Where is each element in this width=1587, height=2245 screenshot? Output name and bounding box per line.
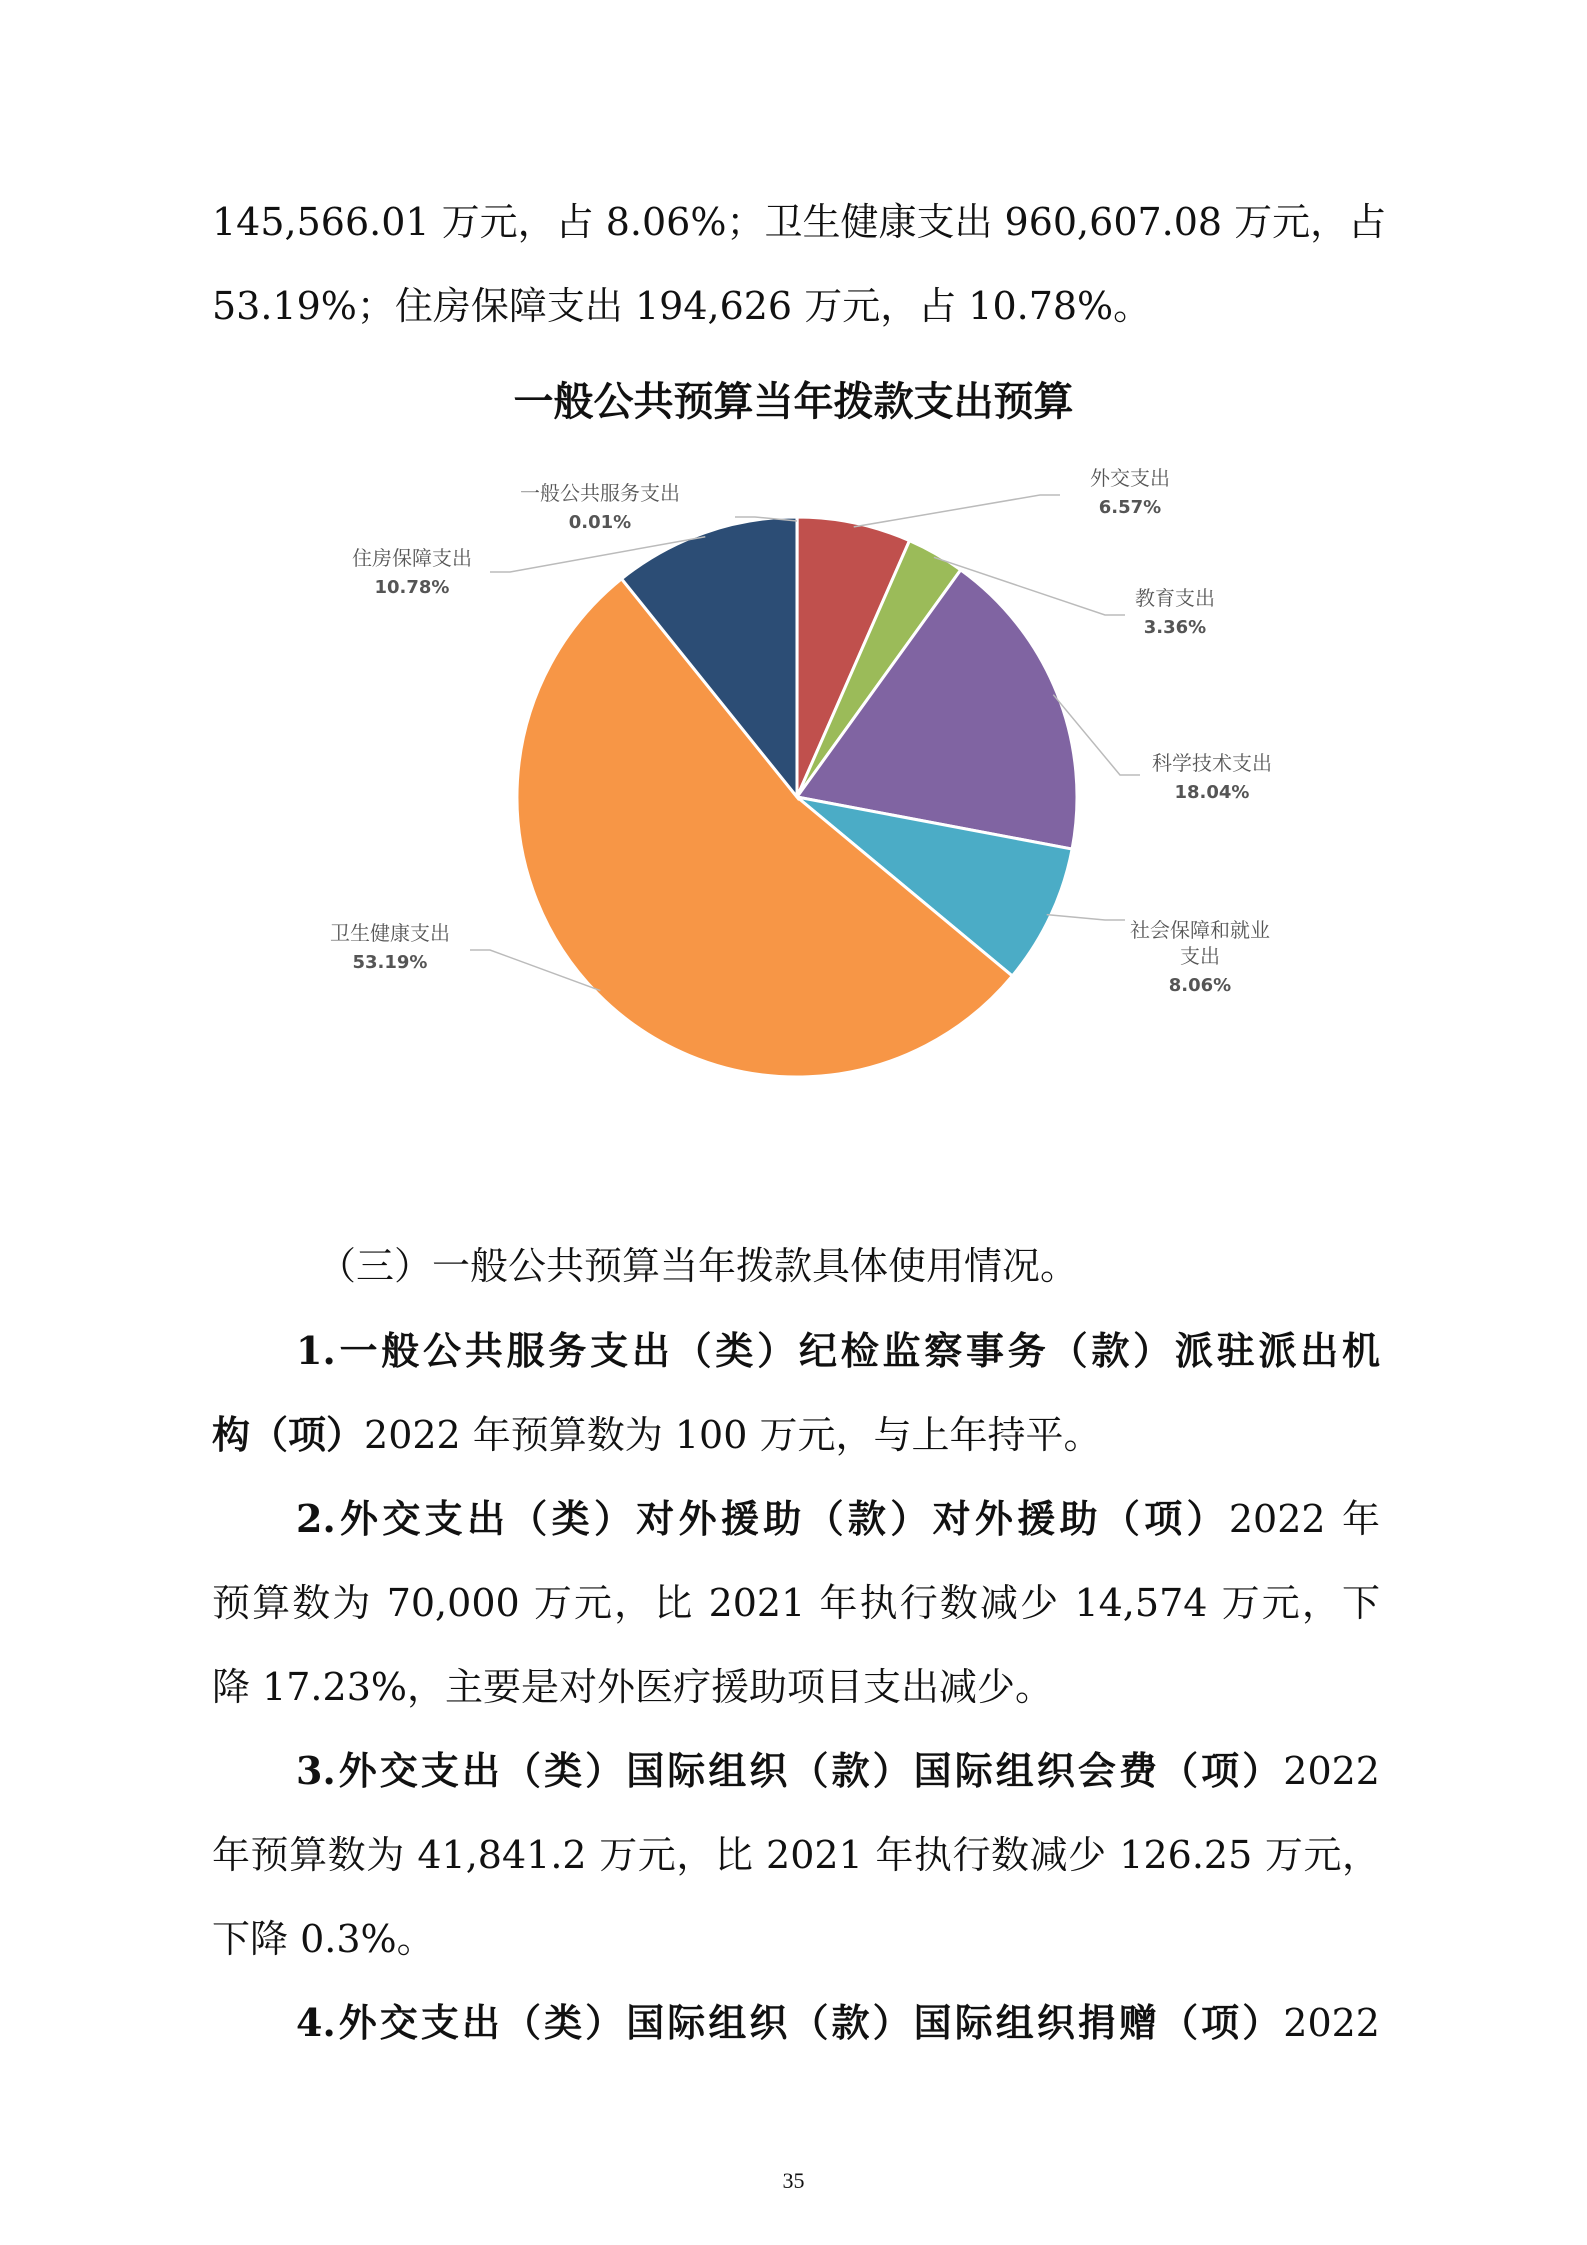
slice-label: 支出 (1180, 944, 1220, 968)
paragraph-line (296, 1997, 1380, 2049)
item1-heading: 1.一般公共服务支出（类）纪检监察事务（款）派驻派出机 (296, 1328, 1380, 1373)
paragraph-line: 145,566.01 万元，占 8.06%；卫生健康支出 960,607.08 万元，占 (212, 200, 1387, 244)
slice-percent-label: 10.78% (374, 577, 450, 598)
slice-label: 外交支出 (1090, 466, 1170, 490)
chart-title: 一般公共预算当年拨款支出预算 (513, 379, 1074, 425)
slice-label: 住房保障支出 (352, 546, 472, 570)
section-heading: （三）一般公共预算当年拨款具体使用情况。 (318, 1244, 1079, 1288)
item1-heading-end: 构（项） (212, 1412, 365, 1457)
item2-heading: 2.外交支出（类）对外援助（款）对外援助（项） (296, 1496, 1229, 1541)
slice-label: 卫生健康支出 (330, 921, 450, 945)
item4-text: 2022 (1283, 2001, 1380, 2045)
leader-line (1047, 915, 1125, 920)
paragraph-line: 预算数为 70,000 万元，比 2021 年执行数减少 14,574 万元，下 (212, 1581, 1380, 1625)
paragraph-line: 降 17.23%，主要是对外医疗援助项目支出减少。 (212, 1665, 1053, 1709)
paragraph-line (296, 1745, 1380, 1797)
paragraph-line: 下降 0.3%。 (212, 1917, 435, 1961)
item3-heading: 3.外交支出（类）国际组织（款）国际组织会费（项） (296, 1748, 1284, 1793)
paragraph-line (296, 1493, 1380, 1545)
page-number: 35 (782, 2168, 805, 2193)
slice-label: 科学技术支出 (1152, 751, 1272, 775)
leader-line (854, 495, 1060, 527)
slice-percent-label: 18.04% (1174, 782, 1250, 803)
slice-percent-label: 6.57% (1098, 497, 1162, 518)
item2-text: 2022 年 (1228, 1497, 1380, 1541)
slice-percent-label: 0.01% (568, 512, 632, 533)
slice-percent-label: 8.06% (1168, 975, 1232, 996)
paragraph-line (212, 1409, 1380, 1461)
paragraph-line: 53.19%；住房保障支出 194,626 万元，占 10.78%。 (212, 284, 1152, 328)
item3-text: 2022 (1283, 1749, 1380, 1793)
item4-heading: 4.外交支出（类）国际组织（款）国际组织捐赠（项） (296, 2000, 1284, 2045)
pie-chart (0, 440, 1587, 1140)
slice-percent-label: 53.19% (352, 952, 428, 973)
slice-label: 一般公共服务支出 (520, 481, 680, 505)
paragraph-line: 年预算数为 41,841.2 万元，比 2021 年执行数减少 126.25 万元， (212, 1833, 1380, 1877)
item1-text: 2022 年预算数为 100 万元，与上年持平。 (364, 1413, 1102, 1457)
slice-percent-label: 3.36% (1143, 617, 1207, 638)
slice-label: 教育支出 (1135, 586, 1215, 610)
slice-label: 社会保障和就业 (1130, 918, 1270, 942)
